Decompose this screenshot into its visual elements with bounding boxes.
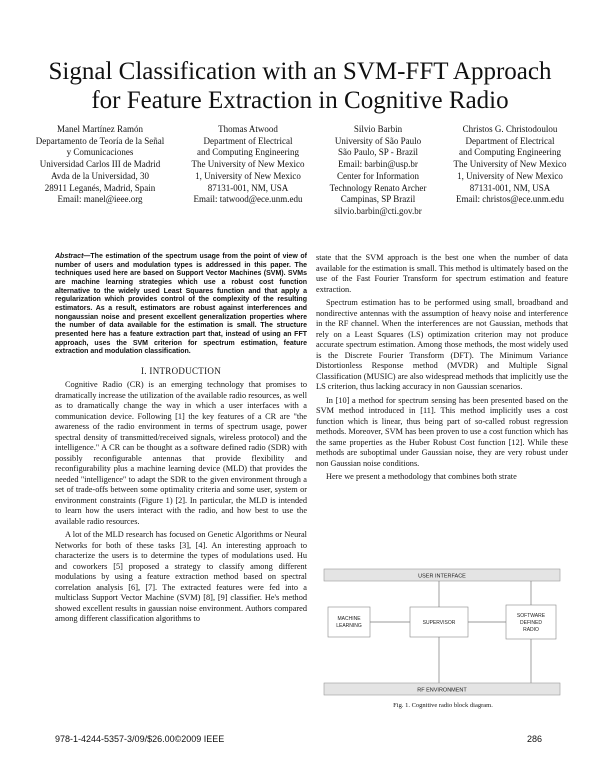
author-affiliation-line: 1, University of New Mexico [457,170,563,181]
author-email: silvio.barbin@cti.gov.br [334,205,422,216]
author-affiliation-line: Avda de la Universidad, 30 [50,170,150,181]
sdr-label-3: RADIO [523,627,539,633]
abstract-body: The estimation of the spectrum usage from the point of view of number of users and modulation types is addressed in this paper. The techniques used here are based on Support Vector Machines (SVM). SVMs are machine learning strategies which use a robust cost function alternative to the widely used Least Squares function and that apply a regularization which provides control of the complexity of the resulting estimators. As a result, estimators are robust against interferences and nongaussian noise and present excellent generalization properties where the number of data available for the estimation is small. The structure presented here has a feature extraction part that, instead of using an FFT approach, uses the SVM criterion for spectrum estimation, feature extraction and modulation classification. [55,253,307,356]
paper-title-line-2: for Feature Extraction in Cognitive Radio [91,87,509,114]
paragraph: Here we present a methodology that combines both strate [326,472,517,481]
block-diagram-figure [318,567,568,699]
author-name: Thomas Atwood [218,124,278,134]
figure-caption: Fig. 1. Cognitive radio block diagram. [393,702,493,709]
left-column-text [55,380,307,628]
author-affiliation-line: 28911 Leganés, Madrid, Spain [44,182,156,193]
author-affiliation-line: University of São Paulo [334,135,422,146]
page-number: 286 [527,734,543,744]
author-email: Email: manel@ieee.org [57,194,143,205]
machine-learning-label-2: LEARNING [336,623,362,629]
user-interface-label: USER INTERFACE [418,573,466,580]
author-block-2 [183,124,313,206]
author-affiliation-line: Campinas, SP Brazil [340,194,416,205]
author-affiliation-line: Center for Information [337,170,419,181]
machine-learning-label-1: MACHINE [337,616,361,622]
author-email: Email: tatwood@ece.unm.edu [193,194,303,205]
paper-title-line-1: Signal Classification with an SVM-FFT Approach [48,58,552,85]
paragraph: A lot of the MLD research has focused on Genetic Algorithms or Neural Networks for both of these tasks [3], [4]. An interesting approach to characterize the users is to determine the types of modulations used. Hu and coworkers [5] proposed a strategy to classify among different modulations by using a feature extraction method based on spectral correlation analysis [6], [7]. The extracted features were fed into a multiclass Support Vector Machine (SVM) [8], [9] classifier. He's method showed excellent results in gaussian noise environment. Authors compared among different classification algorithms to [55,530,307,623]
author-affiliation-line: The University of New Mexico [453,159,567,170]
section-heading-introduction: I. INTRODUCTION [141,366,221,376]
author-name: Christos G. Christodoulou [462,124,558,134]
rf-environment-label: RF ENVIRONMENT [417,687,467,694]
author-email: Email: barbin@usp.br [338,159,418,170]
copyright-footer: 978-1-4244-5357-3/09/$26.00©2009 IEEE [55,734,225,744]
author-affiliation-line: 87131-001, NM, USA [469,182,551,193]
sdr-label-1: SOFTWARE [516,613,546,619]
abstract-lead: Abstract— [55,253,91,260]
author-email: Email: christos@ece.unm.edu [455,194,564,205]
paragraph: Spectrum estimation has to be performed using small, broadband and nondirective antennas with the assumption of heavy noise and interference in the RF channel. When the interferences are not Gaussian, methods that rely on a Least Squares (LS) optimization criterion may not produce accurate spectrum estimation. Among those methods, the most widely used is the Discrete Fourier Transform (DFT). The Minimum Variance Distortionless Response method (MVDR) and Multiple Signal Classification (MUSIC) are also widespread methods that implicitly use the LS criterion, thus lacking accuracy in non Gaussian scenarios. [316,298,568,391]
author-affiliation-line: Department of Electrical [203,135,293,146]
author-affiliation-line: Departamento de Teoría de la Señal [35,135,165,146]
author-affiliation-line: y Comunicaciones [66,147,134,158]
supervisor-label: SUPERVISOR [422,620,456,626]
author-block-4 [440,124,580,206]
author-affiliation-line: 1, University of New Mexico [195,170,301,181]
machine-learning-block [328,607,370,637]
abstract [55,253,307,357]
author-name: Manel Martínez Ramón [57,124,143,134]
author-affiliation-line: and Computing Engineering [197,147,299,158]
author-affiliation-line: and Computing Engineering [459,147,561,158]
author-name: Silvio Barbin [353,124,403,134]
author-affiliation-line: Universidad Carlos III de Madrid [39,159,161,170]
paragraph: state that the SVM approach is the best one when the number of data available for the estimation is small. This method is ultimately based on the use of the Fast Fourier Transform for spectrum estimation and feature extraction. [316,253,568,294]
paragraph: Cognitive Radio (CR) is an emerging technology that promises to dramatically increase the utilization of the available radio resources, as well as to dramatically change the way in which a user interfaces with a communication device. Following [1] the key features of a CR are "the awareness of the radio environment in terms of spectrum usage, power spectral density of transmitted/received signals, wireless protocol) and the intelligence." A CR can be thought as a software defined radio (SDR) with possibly reconfigurable antennas that provide flexibility and reconfigurability plus a machine learning device (MLD) that provides the needed "intelligence" to adapt the SDR to the given environment through a set of trade-offs between some optimality criteria and some user, system or environment constraints (Figure 1) [2]. In particular, the MLD is intended to learn how the users interact with the radio, and how best to use the available radio resources. [55,380,307,526]
author-affiliation-line: 87131-001, NM, USA [207,182,289,193]
paragraph: In [10] a method for spectrum sensing has been presented based on the SVM method introduced in [11]. This method implicitly uses a cost function which is linear, thus being part of so-called robust regression methods. Moreover, SVM has been proven to use a cost function which has the same properties as the Huber Robust Cost function [12]. While these methods are suboptimal under Gaussian noise, they are very robust under non Gaussian noise conditions. [316,395,568,468]
author-block-1 [25,124,175,206]
author-affiliation-line: Technology Renato Archer [329,182,427,193]
right-column-text [316,253,568,486]
author-affiliation-line: São Paulo, SP - Brazil [338,147,418,158]
author-block-3 [323,124,433,218]
sdr-label-2: DEFINED [520,620,542,626]
author-affiliation-line: Department of Electrical [465,135,555,146]
author-affiliation-line: The University of New Mexico [191,159,305,170]
